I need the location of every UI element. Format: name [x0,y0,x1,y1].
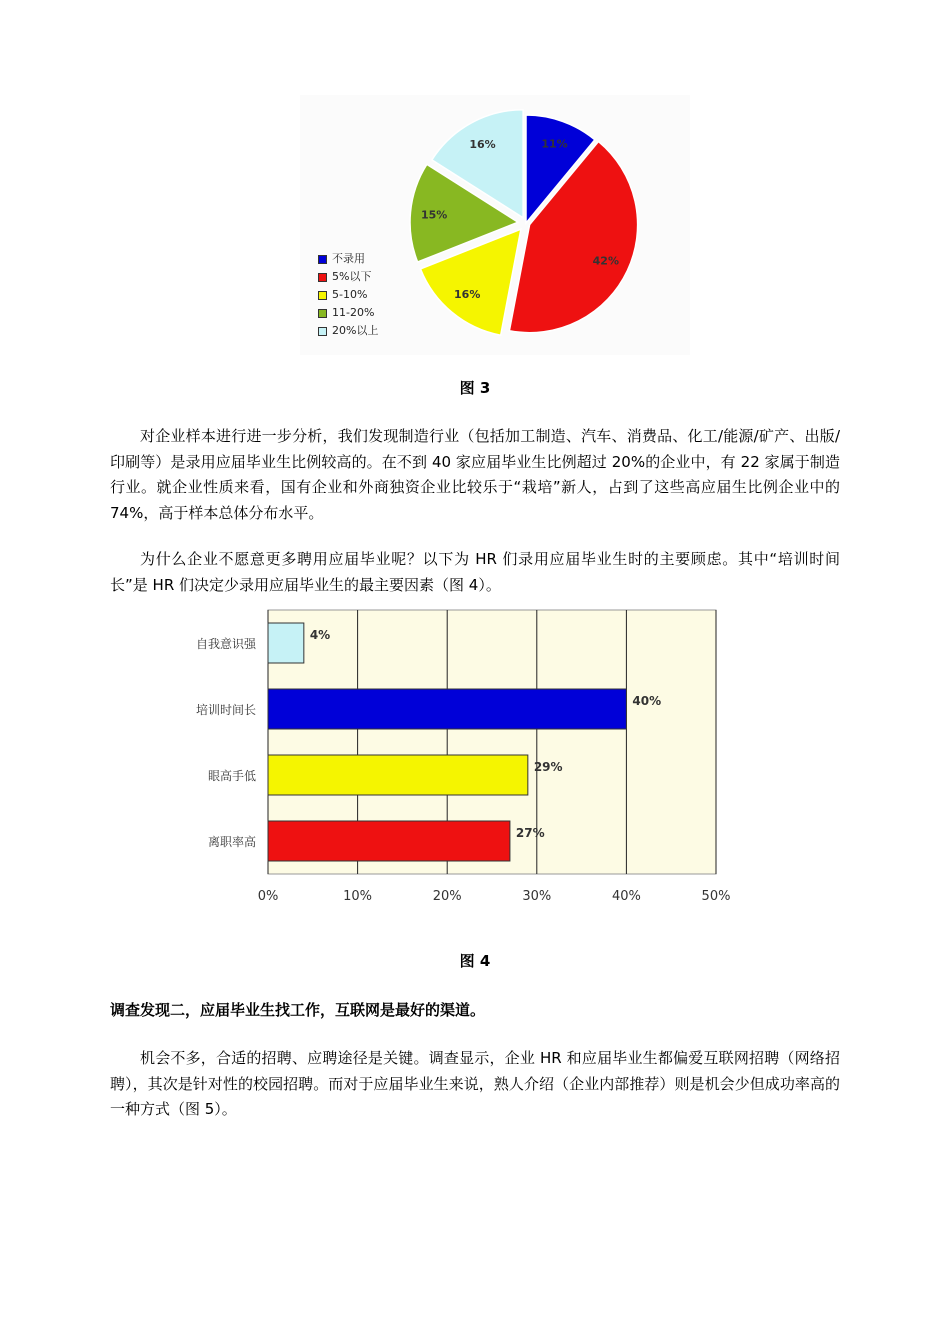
category-label: 培训时间长 [195,703,256,717]
bar [268,821,510,861]
pie-slice-label: 42% [592,254,620,268]
legend-swatch [318,291,327,300]
legend-swatch [318,273,327,282]
paragraph-2: 为什么企业不愿意更多聘用应届毕业呢？以下为 HR 们录用应届毕业生时的主要顾虑。其中“培训时间长”是 HR 们决定少录用应届毕业生的最主要因素（图 4）。 [110,550,840,594]
value-label: 27% [515,826,545,840]
bar [268,755,528,795]
x-tick-label: 10% [343,889,373,904]
x-tick-label: 40% [611,889,641,904]
legend-item [318,322,378,340]
pie-slice-label: 16% [454,288,481,302]
pie-legend [318,250,378,340]
category-label: 眼高手低 [207,769,256,783]
legend-label: 5-10% [332,288,368,301]
legend-item [318,268,378,286]
figure3-caption: 图 3 [459,379,491,397]
legend-label: 5%以下 [332,270,372,283]
figure4-chart [170,598,750,928]
legend-swatch [318,255,327,264]
legend-label: 不录用 [332,252,365,265]
x-tick-label: 20% [432,889,462,904]
legend-item [318,250,378,268]
legend-item [318,304,378,322]
paragraph-1: 对企业样本进行进一步分析，我们发现制造行业（包括加工制造、汽车、消费品、化工/能源/矿产、出版/印刷等）是录用应届毕业生比例较高的。在不到 40 家应届毕业生比例超过 20%的企业中，有 22 家属于制造行业。就企业性质来看，国有企业和外商独资企业比较乐于“栽培”新人，占到了这些高应届生比例企业中的 74%，高于样本总体分布水平。 [110,427,840,522]
x-tick-label: 0% [257,889,279,904]
legend-swatch [318,327,327,336]
bar-chart [170,598,750,928]
pie-slice-label: 15% [420,208,448,222]
value-label: 4% [309,628,331,642]
bar [268,689,626,729]
legend-label: 11-20% [332,306,375,319]
section-heading: 调查发现二，应届毕业生找工作，互联网是最好的渠道。 [110,1001,486,1019]
legend-swatch [318,309,327,318]
category-label: 离职率高 [207,835,256,849]
pie-slice-label: 11% [541,137,568,151]
paragraph-3: 机会不多，合适的招聘、应聘途径是关键。调查显示，企业 HR 和应届毕业生都偏爱互联网招聘（网络招聘），其次是针对性的校园招聘。而对于应届毕业生来说，熟人介绍（企业内部推荐）则是机会少但成功率高的一种方式（图 5）。 [110,1049,840,1118]
legend-item [318,286,378,304]
pie-slice-label: 16% [469,137,496,151]
x-tick-label: 30% [522,889,552,904]
bar [268,623,304,663]
figure4-caption: 图 4 [459,952,491,970]
legend-label: 20%以上 [332,324,379,337]
category-label: 自我意识强 [195,637,256,651]
value-label: 29% [533,760,563,774]
value-label: 40% [632,694,662,708]
x-tick-label: 50% [701,889,731,904]
